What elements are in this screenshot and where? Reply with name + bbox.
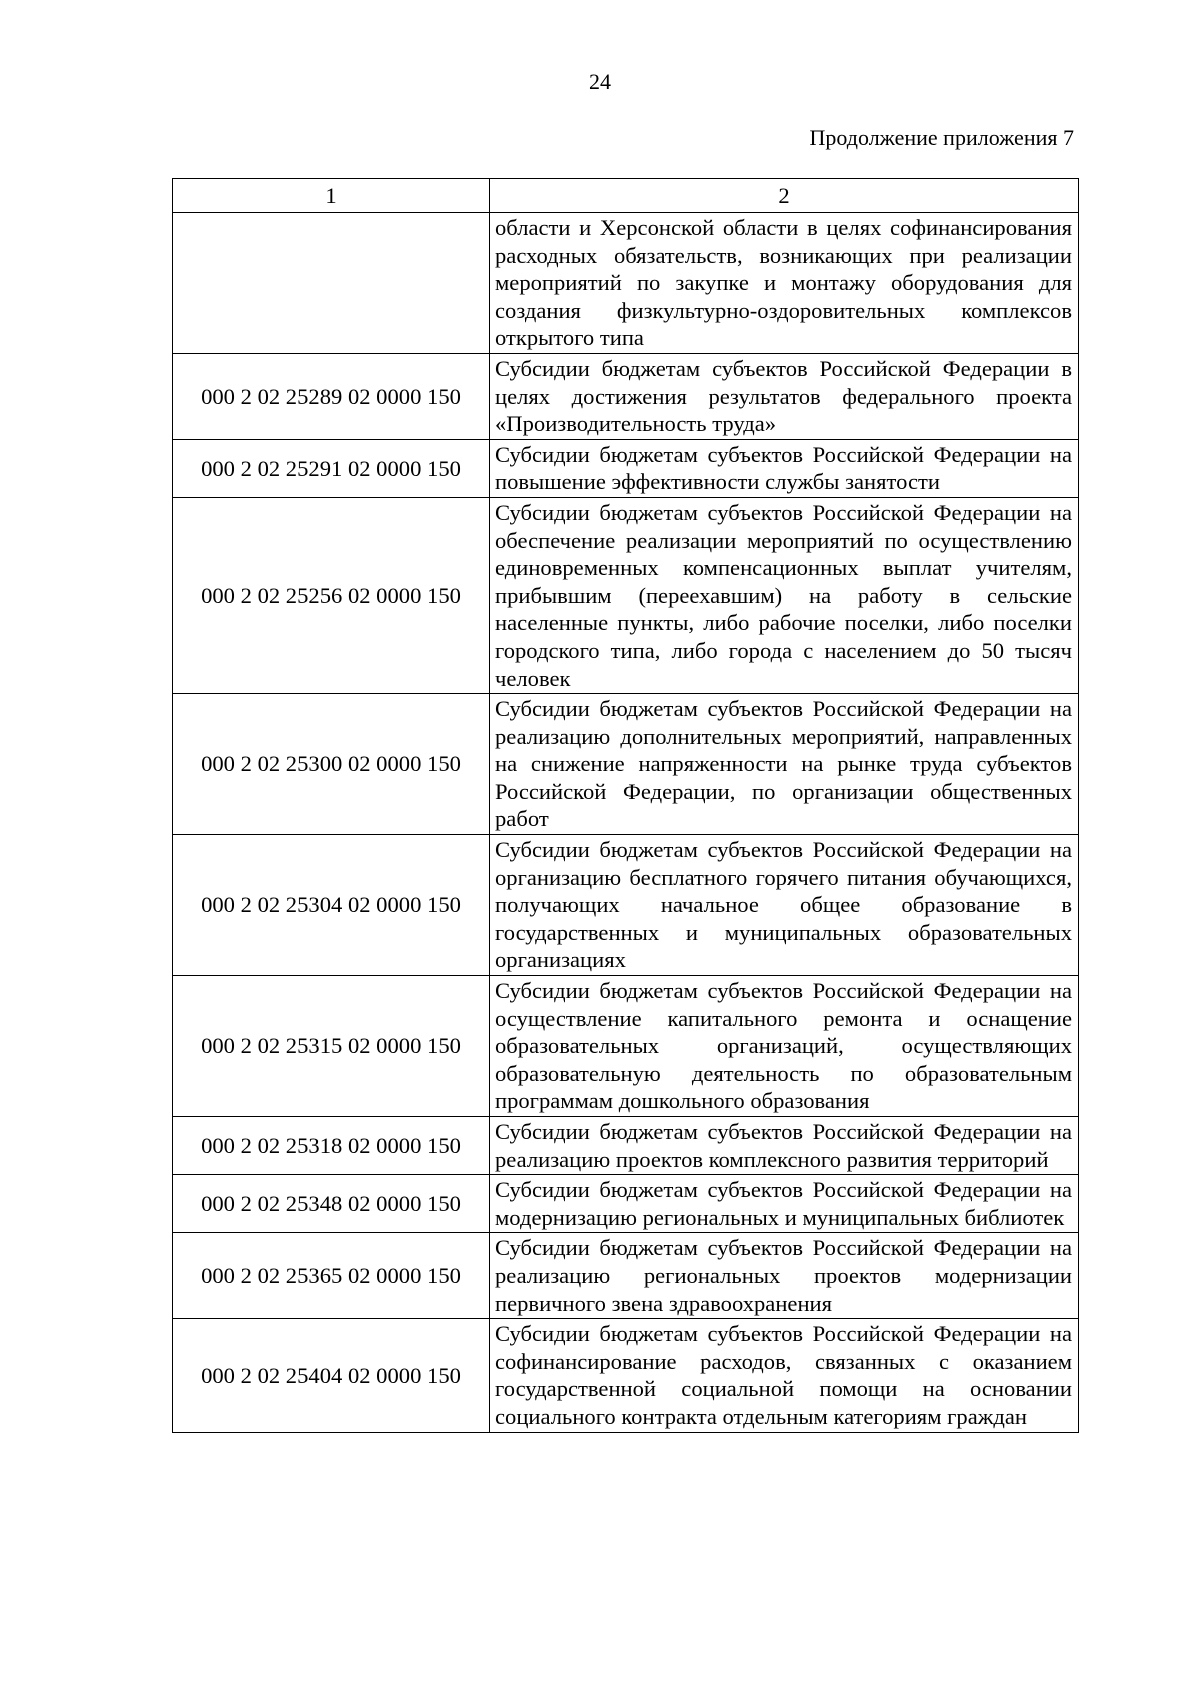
table-row bbox=[173, 976, 1079, 1117]
column-header-2: 2 bbox=[490, 179, 1079, 213]
budget-code-cell: 000 2 02 25348 02 0000 150 bbox=[173, 1175, 490, 1233]
description-cell: Субсидии бюджетам субъектов Российской Федерации на софинансирование расходов, связанных с оказанием государственной социальной помощи на основании социального контракта отдельным категориям граждан bbox=[490, 1319, 1079, 1432]
description-cell: Субсидии бюджетам субъектов Российской Федерации на обеспечение реализации мероприятий по осуществлению единовременных компенсационных выплат учителям, прибывшим (переехавшим) на работу в сельские населенные пункты, либо рабочие поселки, либо поселки городского типа, либо города с населением до 50 тысяч человек bbox=[490, 497, 1079, 693]
table-row bbox=[173, 1319, 1079, 1432]
column-header-1: 1 bbox=[173, 179, 490, 213]
table-row bbox=[173, 694, 1079, 835]
budget-code-cell: 000 2 02 25256 02 0000 150 bbox=[173, 497, 490, 693]
description-cell: Субсидии бюджетам субъектов Российской Федерации на повышение эффективности службы занятости bbox=[490, 439, 1079, 497]
description-cell: Субсидии бюджетам субъектов Российской Федерации на реализацию проектов комплексного развития территорий bbox=[490, 1117, 1079, 1175]
table-row bbox=[173, 439, 1079, 497]
description-cell: Субсидии бюджетам субъектов Российской Федерации на реализацию дополнительных мероприятий, направленных на снижение напряженности на рынке труда субъектов Российской Федерации, по организации общественных работ bbox=[490, 694, 1079, 835]
budget-code-cell: 000 2 02 25404 02 0000 150 bbox=[173, 1319, 490, 1432]
budget-code-cell: 000 2 02 25365 02 0000 150 bbox=[173, 1233, 490, 1319]
budget-code-cell: 000 2 02 25289 02 0000 150 bbox=[173, 353, 490, 439]
table-row bbox=[173, 1175, 1079, 1233]
description-cell: Субсидии бюджетам субъектов Российской Федерации в целях достижения результатов федерального проекта «Производительность труда» bbox=[490, 353, 1079, 439]
budget-code-cell: 000 2 02 25304 02 0000 150 bbox=[173, 835, 490, 976]
budget-code-cell: 000 2 02 25300 02 0000 150 bbox=[173, 694, 490, 835]
table-header-row bbox=[173, 179, 1079, 213]
description-cell: Субсидии бюджетам субъектов Российской Федерации на организацию бесплатного горячего питания обучающихся, получающих начальное общее образование в государственных и муниципальных образовательных организациях bbox=[490, 835, 1079, 976]
table-row bbox=[173, 1117, 1079, 1175]
table-row bbox=[173, 213, 1079, 354]
budget-code-cell bbox=[173, 213, 490, 354]
table-row bbox=[173, 497, 1079, 693]
description-cell: Субсидии бюджетам субъектов Российской Федерации на осуществление капитального ремонта и оснащение образовательных организаций, осуществляющих образовательную деятельность по образовательным программам дошкольного образования bbox=[490, 976, 1079, 1117]
table-row bbox=[173, 835, 1079, 976]
description-cell: области и Херсонской области в целях софинансирования расходных обязательств, возникающих при реализации мероприятий по закупке и монтажу оборудования для создания физкультурно-оздоровительных комплексов открытого типа bbox=[490, 213, 1079, 354]
appendix-table bbox=[172, 178, 1079, 1433]
page-number: 24 bbox=[589, 69, 611, 94]
table-row bbox=[173, 353, 1079, 439]
description-cell: Субсидии бюджетам субъектов Российской Федерации на реализацию региональных проектов модернизации первичного звена здравоохранения bbox=[490, 1233, 1079, 1319]
continuation-label: Продолжение приложения 7 bbox=[809, 125, 1074, 150]
table-row bbox=[173, 1233, 1079, 1319]
budget-code-cell: 000 2 02 25291 02 0000 150 bbox=[173, 439, 490, 497]
description-cell: Субсидии бюджетам субъектов Российской Федерации на модернизацию региональных и муниципальных библиотек bbox=[490, 1175, 1079, 1233]
budget-code-cell: 000 2 02 25315 02 0000 150 bbox=[173, 976, 490, 1117]
budget-code-cell: 000 2 02 25318 02 0000 150 bbox=[173, 1117, 490, 1175]
